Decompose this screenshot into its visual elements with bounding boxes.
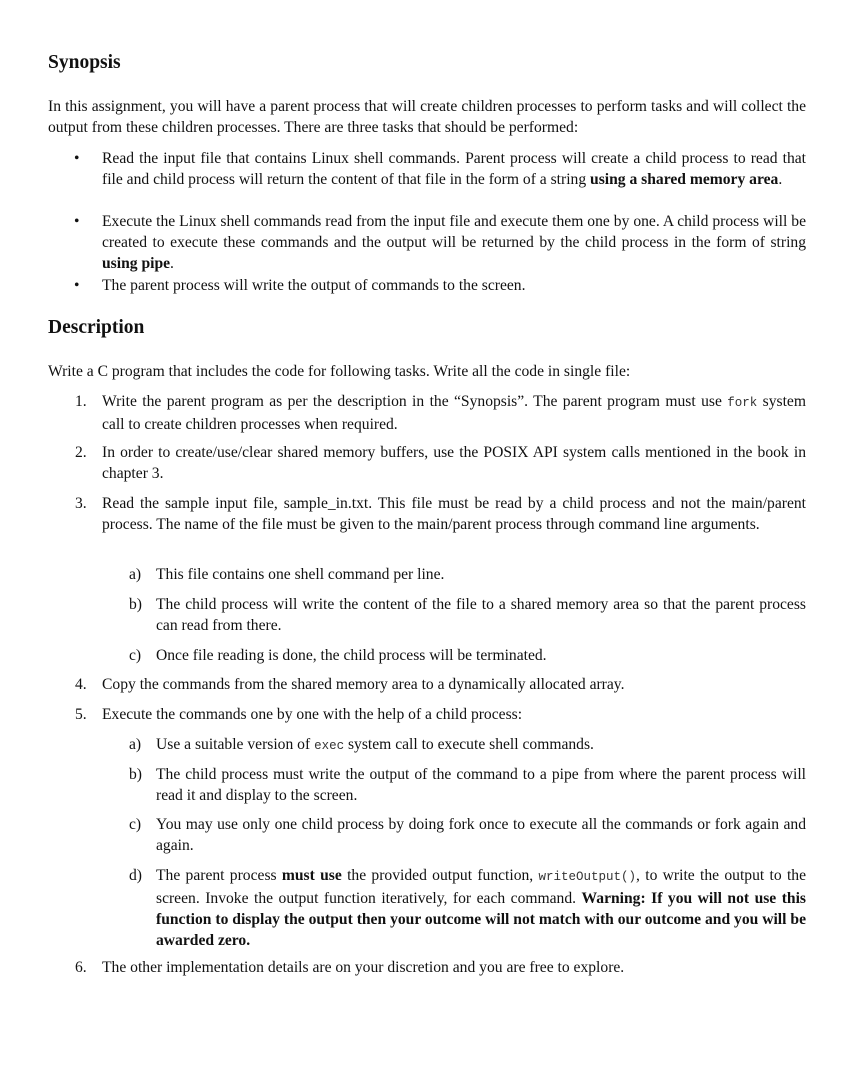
synopsis-bullet-1: • Read the input file that contains Linux shell commands. Parent process will create a child process to read that file and child process will return the content of that file in the form of a string using a shared memory area. — [74, 150, 806, 188]
synopsis-intro: In this assignment, you will have a parent process that will create children processes to perform tasks and will collect the output from these children processes. There are three tasks that should be performed: — [48, 98, 806, 136]
bold-text: using a shared memory area — [590, 171, 779, 188]
list-item-6: 6. The other implementation details are on your discretion and you are free to explore. — [75, 959, 625, 976]
list-item-1: 1. Write the parent program as per the description in the “Synopsis”. The parent program must use fork system call to create children processes when required. — [75, 393, 806, 433]
list-item-2: 2. In order to create/use/clear shared memory buffers, use the POSIX API system calls mentioned in the book in chapter 3. — [75, 444, 806, 482]
list-item-5: 5. Execute the commands one by one with the help of a child process: — [75, 706, 523, 723]
list-item-5b: b) The child process must write the output of the command to a pipe from where the parent process will read it and display to the screen. — [129, 766, 806, 804]
list-item-3a: a) This file contains one shell command per line. — [129, 566, 445, 583]
code-writeoutput: writeOutput() — [538, 870, 637, 884]
bullet-dot: • — [74, 277, 80, 294]
synopsis-heading: Synopsis — [48, 52, 121, 73]
list-item-5c: c) You may use only one child process by doing fork once to execute all the commands or fork again and again. — [129, 816, 806, 854]
list-item-5a: a) Use a suitable version of exec system call to execute shell commands. — [129, 736, 594, 753]
bullet-dot: • — [74, 150, 80, 167]
list-item-3b: b) The child process will write the content of the file to a shared memory area so that the parent process can read from there. — [129, 596, 806, 634]
synopsis-bullet-3: • The parent process will write the output of commands to the screen. — [74, 277, 526, 294]
list-item-3: 3. Read the sample input file, sample_in.txt. This file must be read by a child process and not the main/parent process. The name of the file must be given to the main/parent process through command line arguments. — [75, 495, 806, 533]
bullet-dot: • — [74, 213, 80, 230]
description-heading: Description — [48, 317, 145, 338]
list-item-4: 4. Copy the commands from the shared memory area to a dynamically allocated array. — [75, 676, 625, 693]
bold-text: must use — [281, 867, 342, 884]
description-intro: Write a C program that includes the code for following tasks. Write all the code in single file: — [48, 363, 631, 380]
synopsis-bullet-2: • Execute the Linux shell commands read from the input file and execute them one by one. A child process will be created to execute these commands and the output will be returned by the child process in the form of string using pipe. — [74, 213, 806, 272]
bold-text: using pipe — [102, 255, 171, 272]
code-exec: exec — [314, 739, 345, 753]
code-fork: fork — [727, 396, 758, 410]
list-item-5d: d) The parent process must use the provided output function, writeOutput(), to write the output to the screen. Invoke the output function iteratively, for each command. Warning: If you will not use this function to display the output then your outcome will not match with our outcome and you will be awarded zero. — [129, 867, 806, 949]
warning-text: Warning: If you will not use this function to display the output then your outcome will not match with our outcome and you will be awarded zero. — [156, 890, 806, 949]
list-item-3c: c) Once file reading is done, the child process will be terminated. — [129, 647, 547, 664]
